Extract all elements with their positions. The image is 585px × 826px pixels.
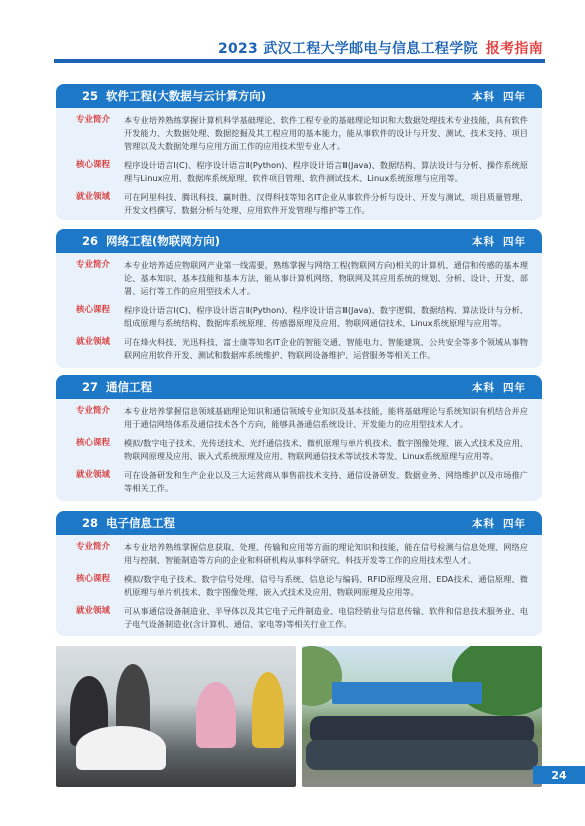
program-intro-row — [56, 259, 542, 298]
program-intro-row — [56, 541, 542, 567]
program-card-communication-engineering — [56, 375, 542, 501]
program-degree: 本科 — [472, 90, 495, 103]
program-level — [472, 516, 526, 531]
header-guide: 报考指南 — [485, 41, 543, 57]
program-degree: 本科 — [472, 517, 495, 530]
program-duration: 四年 — [503, 90, 526, 103]
program-title: 电子信息工程 — [106, 516, 176, 530]
courses-label: 核心课程 — [76, 438, 111, 448]
program-title-bar — [56, 375, 542, 399]
program-duration: 四年 — [503, 381, 526, 394]
program-degree: 本科 — [472, 381, 495, 394]
program-degree: 本科 — [472, 235, 495, 248]
program-courses-row — [56, 437, 542, 463]
header-title — [218, 38, 543, 58]
courses-text: 模拟/数字电子技术、数字信号处理、信号与系统、信息论与编码、RFID原理及应用、EDA技术、通信原理、微机原理与单片机技术、数字图像处理、嵌入式技术及应用、物联网原理及应用等。 — [124, 574, 528, 597]
career-label: 就业领域 — [76, 470, 111, 480]
program-duration: 四年 — [503, 235, 526, 248]
career-text: 可从事通信设备制造业、半导体以及其它电子元件制造业、电信经销业与信息传输、软件和信息技术服务业、电子电气设备制造业(含计算机、通信、家电等)等相关行业工作。 — [124, 606, 528, 629]
program-title: 软件工程(大数据与云计算方向) — [106, 89, 267, 103]
career-text: 可在设备研发和生产企业以及三大运营商从事售前技术支持、通信设备研发、数据业务、网络维护以及市场推广等相关工作。 — [124, 470, 528, 493]
program-number: 27 — [82, 380, 99, 394]
program-heading — [82, 379, 152, 395]
program-number: 28 — [82, 516, 99, 530]
program-intro-row — [56, 405, 542, 431]
program-duration: 四年 — [503, 517, 526, 530]
intro-label: 专业简介 — [76, 260, 111, 270]
career-label: 就业领域 — [76, 337, 111, 347]
event-banner — [332, 682, 482, 704]
student-figure — [76, 726, 166, 770]
program-title-bar — [56, 84, 542, 108]
program-heading — [82, 88, 266, 104]
program-intro-row — [56, 114, 542, 153]
header-school: 武汉工程大学邮电与信息工程学院 — [263, 41, 478, 57]
program-number: 26 — [82, 234, 99, 248]
program-career-row — [56, 605, 542, 631]
program-number: 25 — [82, 89, 99, 103]
group-row — [306, 740, 538, 770]
lab-photo — [56, 646, 296, 787]
program-career-row — [56, 336, 542, 362]
program-card-electronic-information-engineering — [56, 511, 542, 636]
program-courses-row — [56, 159, 542, 185]
courses-label: 核心课程 — [76, 160, 111, 170]
program-card-software-engineering — [56, 84, 542, 220]
career-label: 就业领域 — [76, 606, 111, 616]
header-year: 2023 — [217, 41, 259, 57]
intro-label: 专业简介 — [76, 115, 111, 125]
program-heading — [82, 515, 175, 531]
intro-text: 本专业培养熟练掌握计算机科学基础理论、软件工程专业的基础理论知识和大数据处理技术专业技能，具有软件开发能力、大数据处理、数据挖掘及其工程应用的基本能力，能从事软件的设计与开发、测试、技术支持、项目管理以及大数据处理与应用方面工作的应用技术型专业人才。 — [124, 115, 528, 151]
intro-label: 专业简介 — [76, 542, 111, 552]
program-card-network-engineering — [56, 229, 542, 368]
tree — [452, 646, 542, 716]
program-title: 通信工程 — [106, 380, 153, 394]
courses-text: 程序设计语言Ⅰ(C)、程序设计语言Ⅱ(Python)、程序设计语言Ⅲ(Java)、数字逻辑、数据结构、算法设计与分析、组成原理与系统结构、数据库系统原理、传感器原理及应用、物联网通信技术、Linux系统原理与应用等。 — [124, 305, 528, 328]
career-text: 可在阿里科技、腾讯科技、赢时胜、汉得科技等知名IT企业从事软件分析与设计、开发与测试、项目质量管理、开发文档撰写、数据分析与处理、应用软件开发管理与维护等工作。 — [124, 192, 528, 215]
page-header — [0, 0, 585, 66]
career-text: 可在烽火科技、光迅科技、富士康等知名IT企业的智能交通、智能电力、智能建筑、公共安全等多个领域从事物联网应用软件开发、测试和数据库系统维护、物联网设备维护、运营服务等相关工作。 — [124, 337, 528, 360]
courses-text: 程序设计语言Ⅰ(C)、程序设计语言Ⅱ(Python)、程序设计语言Ⅲ(Java)、数据结构、算法设计与分析、操作系统原理与Linux应用、数据库系统原理、软件项目管理、软件测试技术、Linux系统原理与应用等。 — [124, 160, 528, 183]
program-courses-row — [56, 573, 542, 599]
student-figure — [196, 682, 236, 748]
intro-text: 本专业培养适应物联网产业第一线需要，熟练掌握与网络工程(物联网方向)相关的计算机、通信和传感的基本理论、基本知识、基本技能和基本方法，能从事计算机网络、物联网及其应用系统的规划、分析、设计、开发、部署、运行等工作的应用型技术人才。 — [124, 260, 528, 296]
program-level — [472, 89, 526, 104]
intro-label: 专业简介 — [76, 406, 111, 416]
intro-text: 本专业培养掌握信息领域基础理论知识和通信领域专业知识及基本技能，能将基础理论与系统知识有机结合并应用于通信网络体系及通信技术各个方向，能够具备通信系统设计、开发能力的应用型技术人才。 — [124, 406, 528, 429]
program-heading — [82, 233, 220, 249]
student-figure — [252, 672, 284, 748]
program-courses-row — [56, 304, 542, 330]
program-title: 网络工程(物联网方向) — [106, 234, 221, 248]
program-career-row — [56, 469, 542, 495]
program-level — [472, 234, 526, 249]
program-level — [472, 380, 526, 395]
program-career-row — [56, 191, 542, 217]
page-number: 24 — [533, 766, 585, 784]
courses-label: 核心课程 — [76, 574, 111, 584]
group-photo — [302, 646, 542, 787]
intro-text: 本专业培养熟练掌握信息获取、处理、传输和应用等方面的理论知识和技能，能在信号检测与信息处理、网络应用与控制、智能制造等方向的企业和科研机构从事科学研究、科技开发等工作的应用技术型人才。 — [124, 542, 528, 565]
courses-text: 模拟/数字电子技术、光传送技术、光纤通信技术、微机原理与单片机技术、数字图像处理、嵌入式技术及应用、物联网原理及应用、嵌入式系统原理及应用、物联网通信技术等试技术等发、Linux系统原理与应用等。 — [124, 438, 528, 461]
program-title-bar — [56, 511, 542, 535]
program-title-bar — [56, 229, 542, 253]
header-rule — [54, 59, 545, 63]
courses-label: 核心课程 — [76, 305, 111, 315]
career-label: 就业领域 — [76, 192, 111, 202]
